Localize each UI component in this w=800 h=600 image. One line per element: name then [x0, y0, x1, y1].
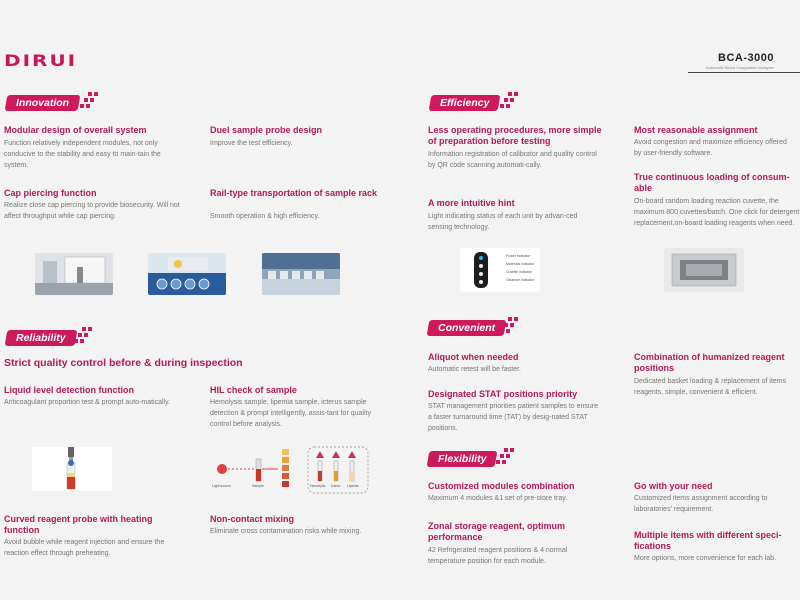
convenient-badge: Convenient [427, 320, 507, 336]
innovation-item-title: Cap piercing function [4, 188, 97, 198]
efficiency-item-desc: Avoid congestion and maximize efficiency offered by user-friendly software. [634, 139, 787, 157]
efficiency-item-desc: On-board random loading reaction cuvette, the maximum 800 cuvettes/batch. One click for detergent replacement,on-board loading reagents when need. [634, 198, 800, 227]
innovation-item-desc: Realize close cap piercing to provide biosecurity. Will not affect throughput while cap piercing. [4, 202, 180, 220]
hil-label: Light source [212, 484, 232, 488]
flexibility-item-title: Zonal storage reagent, optimum performance [428, 521, 566, 542]
reliability-item-title: Liquid level detection function [4, 385, 135, 395]
decor-dots [74, 327, 96, 343]
indicator-light [479, 256, 483, 260]
decor-dots [496, 448, 518, 464]
convenient-item-title: Designated STAT positions priority [428, 389, 578, 399]
reliability-item-desc: Avoid bubble while reagent injection and ensure the reaction effect through preheating. [4, 539, 165, 557]
cap-piercing-photo [148, 253, 226, 295]
innovation-badge: Innovation [5, 95, 81, 111]
innovation-item-desc: Smooth operation & high efficiency. [210, 213, 320, 220]
indicator-light [479, 280, 483, 284]
flexibility-item-desc: More options, more convenience for each lab. [634, 555, 777, 562]
hil-label: Sample [252, 484, 264, 488]
flexibility-item-desc: Maximum 4 modules &1 set of pre-store tray. [428, 495, 568, 502]
module-photo-art [35, 253, 113, 295]
hil-label: Icteric [331, 484, 341, 488]
hil-label: Lipemic [347, 484, 360, 488]
reliability-headline: Strict quality control before & during inspection [4, 357, 243, 369]
efficiency-item-title: True continuous loading of consum-able [634, 172, 790, 193]
innovation-item-title: Duel sample probe design [210, 125, 323, 135]
liquid-level-art [32, 447, 112, 491]
model-block [706, 52, 774, 70]
hil-illustration [212, 445, 372, 497]
convenient-item-title: Aliquot when needed [428, 352, 519, 362]
flexibility-item-title: Multiple items with different speci-fications [634, 530, 782, 551]
decor-dots [500, 92, 522, 108]
cap-piercing-photo-art [148, 253, 226, 295]
convenient-item-title: Combination of humanized reagent positions [634, 352, 785, 373]
hil-art [212, 445, 372, 497]
indicator-label: Power indicator [506, 254, 531, 258]
cuvette-loader-photo [664, 248, 744, 292]
model-subtitle: Automatic Blood Coagulation Analyzer [705, 65, 774, 70]
header-divider [688, 72, 800, 73]
flexibility-item-title: Go with your need [634, 481, 713, 491]
indicator-label: Cleanser indicator [506, 278, 535, 282]
efficiency-item-desc: Light indicating status of each unit by advan-ced sensing technology. [428, 213, 578, 231]
hil-label: Hemolytic [310, 484, 326, 488]
decor-dots [80, 92, 102, 108]
flexibility-item-desc: 42 Refrigerated reagent positions & 4 normal temperature position for each module. [428, 547, 568, 565]
convenient-item-desc: STAT management priorities patient samples to ensure a faster turnaround time (TAT) by desig-nated STAT positions. [428, 403, 599, 432]
efficiency-item-title: A more intuitive hint [428, 198, 515, 208]
reliability-item-desc: Hemolysis sample, lipemia sample, icterus sample detection & prompt intelligently, assis-tant for quality control before analysis. [210, 399, 371, 428]
liquid-level-illustration [32, 447, 112, 491]
convenient-item-desc: Automatic retest will be faster. [428, 366, 521, 373]
model-name: BCA-3000 [718, 52, 774, 64]
indicator-label: Cuvette indicator [506, 270, 533, 274]
flexibility-badge: Flexibility [427, 451, 498, 467]
brand-logo: DIRUI [4, 51, 78, 71]
flexibility-item-desc: Customized items assignment according to laboratories' requirement. [634, 495, 768, 513]
reliability-item-title: Curved reagent probe with heating function [4, 514, 153, 535]
decor-dots [500, 317, 522, 333]
rail-photo [262, 253, 340, 295]
efficiency-badge: Efficiency [429, 95, 501, 111]
reliability-item-desc: Anticoagulant proportion test & prompt auto-matically. [4, 399, 171, 406]
efficiency-item-title: Most reasonable assignment [634, 125, 758, 135]
indicator-light [479, 264, 483, 268]
module-photo [35, 253, 113, 295]
reliability-item-title: Non-contact mixing [210, 514, 295, 524]
convenient-item-desc: Dedicated basket loading & replacement of items reagents, simple, convenient & efficient. [634, 378, 787, 396]
innovation-item-desc: Improve the test efficiency. [210, 140, 293, 147]
innovation-item-title: Rail-type transportation of sample rack [210, 188, 378, 198]
innovation-item-desc: Function relatively independent modules, not only conducive to the stability and easy to main-tain the system. [4, 140, 161, 169]
efficiency-item-desc: Information registration of calibrator and quality control by QR code scanning automati-cally. [428, 151, 597, 169]
efficiency-item-title: Less operating procedures, more simple of preparation before testing [428, 125, 602, 146]
innovation-item-title: Modular design of overall system [4, 125, 147, 135]
indicator-panel [460, 248, 540, 292]
indicator-light [479, 272, 483, 276]
cuvette-loader-photo-art [664, 248, 744, 292]
reliability-item-desc: Eliminate cross contamination risks while mixing. [210, 528, 362, 535]
reliability-badge: Reliability [5, 330, 77, 346]
flexibility-item-title: Customized modules combination [428, 481, 575, 491]
indicator-label: Materials indicator [506, 262, 535, 266]
rail-photo-art [262, 253, 340, 295]
reliability-item-title: HIL check of sample [210, 385, 297, 395]
